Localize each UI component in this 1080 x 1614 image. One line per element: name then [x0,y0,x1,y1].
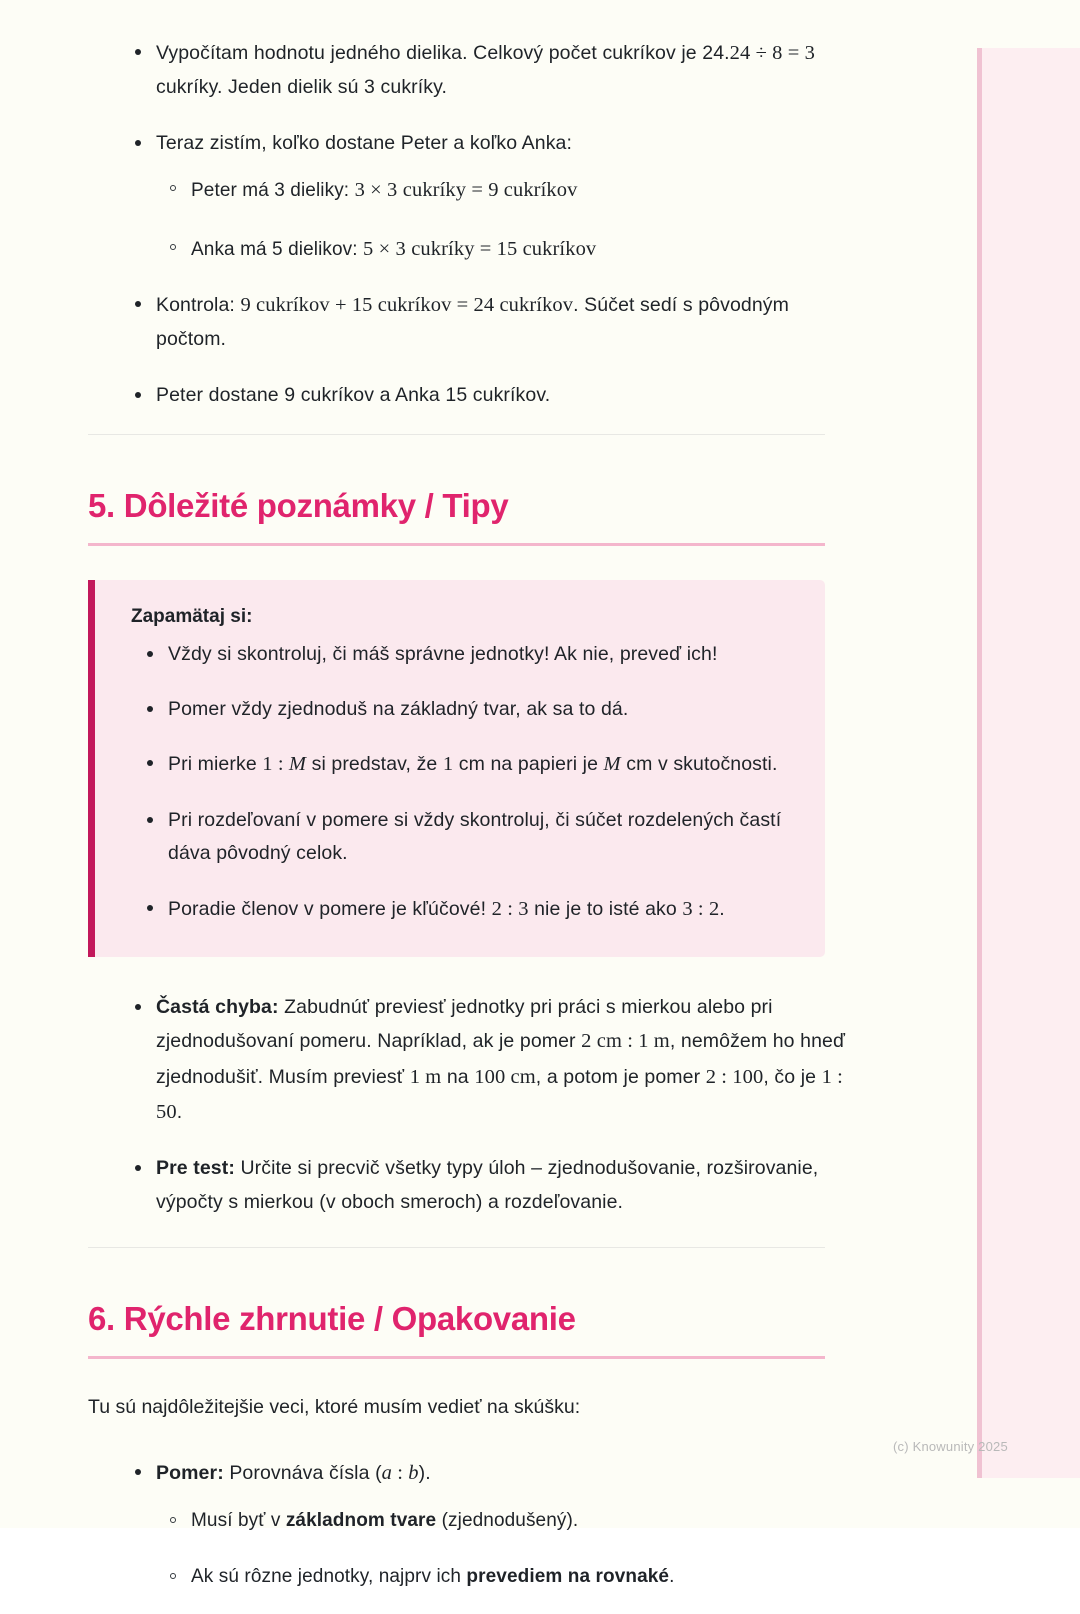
text-run: Ak sú rôzne jednotky, najprv ich [191,1565,467,1587]
list-item-text [168,643,717,665]
sub-list-item [156,1506,848,1536]
list-item [88,379,848,413]
emphasis-label: Pomer: [156,1462,224,1485]
summary-list [88,1456,848,1592]
text-run: , a potom je pomer [535,1065,706,1088]
text-run: Teraz zistím, koľko dostane Peter a koľko Anka: [156,131,573,154]
list-item-text [156,42,815,98]
text-run: na [441,1065,475,1088]
section-6-intro: Tu sú najdôležitejšie veci, ktoré musím vedieť na skúšku: [88,1396,581,1419]
math-run: cukríky = 9 cukríkov [402,179,578,202]
text-run: Porovnáva čísla ( [223,1462,382,1485]
text-run: . Súčet sedí s pôvodným počtom. [156,293,789,351]
math-run: 1 : 50 [156,1065,843,1123]
math-run: 1 : [262,753,289,776]
list-item-text [156,996,845,1123]
math-variable: M [603,753,621,776]
text-run: , čo je [763,1065,822,1088]
section-6-underline [88,1356,825,1359]
math-run: 100 cm [474,1065,536,1088]
common-mistake-list [88,991,848,1219]
text-run: Musí byť v [191,1509,286,1531]
sub-list-item-text [191,180,577,201]
list-item [131,892,795,927]
sub-list-item-text [191,239,596,260]
sub-list-item [156,1562,848,1592]
math-run: 2 : 100 [705,1065,764,1088]
note-content [88,36,848,1614]
text-run: Zabudnúť previesť jednotky pri práci s mierkou alebo pri zjednodušovaní pomeru. Napríklad, ak je pomer [156,995,773,1053]
text-run: (zjednodušený). [436,1509,579,1531]
remember-callout-title: Zapamätaj si: [131,606,253,628]
text-run: cm v skutočnosti. [620,753,778,776]
list-item-text [156,1462,431,1484]
list-item-text [168,809,781,865]
list-item-text [168,753,778,775]
sub-list [156,1506,848,1593]
list-item [131,638,795,672]
math-run: 9 cukríkov + 15 cukríkov = 24 cukríkov [240,293,574,316]
text-run: Vždy si skontroluj, či máš správne jednotky! Ak nie, preveď ich! [168,643,718,666]
emphasis-label: základnom tvare [285,1509,437,1531]
emphasis-label: prevediem na rovnaké [466,1565,670,1587]
math-run: 2 cm : 1 m [581,1030,670,1053]
divider-above-section-5 [88,434,825,435]
math-run: cukríky = 15 cukríkov [411,238,597,261]
text-run: nie je to isté ako [528,897,683,920]
text-run: ). [418,1462,431,1485]
sub-list-item [156,233,848,266]
sub-list-item-text [191,1510,578,1531]
math-run: 3 × 3 [354,179,398,202]
list-item [131,747,795,782]
section-5-underline [88,543,825,546]
emphasis-label: Častá chyba: [156,995,279,1018]
remember-callout-box [88,580,825,957]
list-item [88,127,848,266]
math-run: 5 × 3 [363,238,406,261]
text-run: Anka má 5 dielikov: [191,239,364,261]
text-run: Vypočítam hodnotu jedného dielika. Celkový počet cukríkov je 24. [156,42,730,64]
text-run: cukríky. Jeden dielik sú 3 cukríky. [156,76,448,99]
list-item-text [156,1157,818,1213]
worked-example-list [88,36,848,412]
list-item [88,36,848,105]
copyright-watermark: (c) Knowunity 2025 [893,1439,1008,1454]
math-run: 2 : 3 [491,897,529,920]
text-run: Kontrola: [156,293,241,316]
divider-above-section-6 [88,1247,825,1248]
list-item-text [156,132,572,154]
list-item-text [156,294,789,350]
list-item [131,804,795,871]
math-run: 1 m [409,1065,442,1088]
text-run: . [669,1565,675,1587]
math-variable: b [408,1462,419,1485]
text-run: , nemôžem ho hneď zjednodušiť. Musím previesť [156,1030,846,1088]
math-run: 3 : 2 [682,897,720,920]
text-run: Pri mierke [168,753,263,776]
right-decorative-strip [977,48,1080,1478]
math-variable: M [288,753,307,776]
list-item [88,288,848,357]
text-run: si predstav, že [306,753,443,776]
math-variable: a [381,1462,393,1485]
math-run: 24 ÷ 8 = 3 [729,42,815,64]
section-6-heading: 6. Rýchle zhrnutie / Opakovanie [88,1300,576,1338]
list-item [88,991,848,1130]
sub-list-item-text [191,1566,674,1587]
text-run: . [719,897,725,920]
list-item-text [156,384,550,406]
list-item-text [168,898,725,920]
text-run: Určite si precvič všetky typy úloh – zjednodušovanie, rozširovanie, výpočty s mierkou (v oboch smeroch) a rozdeľovanie. [156,1157,819,1213]
text-run: Pri rozdeľovaní v pomere si vždy skontroluj, či súčet rozdelených častí dáva pôvodný celok. [168,808,782,865]
text-run: cm na papieri je [453,753,604,776]
list-item-text [168,698,628,720]
list-item [131,693,795,727]
section-5-heading: 5. Dôležité poznámky / Tipy [88,487,509,525]
sub-list [156,174,848,266]
list-item [88,1456,848,1592]
text-run: . [176,1100,183,1123]
emphasis-label: Pre test: [156,1157,235,1180]
remember-callout-list [131,638,795,927]
text-run: Peter dostane 9 cukríkov a Anka 15 cukríkov. [156,383,551,406]
sub-list-item [156,174,848,207]
text-run: Pomer vždy zjednoduš na základný tvar, ak sa to dá. [168,697,629,720]
math-run: 1 [442,753,454,776]
math-run: : [392,1462,409,1485]
text-run: Poradie členov v pomere je kľúčové! [168,897,492,920]
text-run: Peter má 3 dieliky: [191,180,355,202]
list-item [88,1152,848,1219]
